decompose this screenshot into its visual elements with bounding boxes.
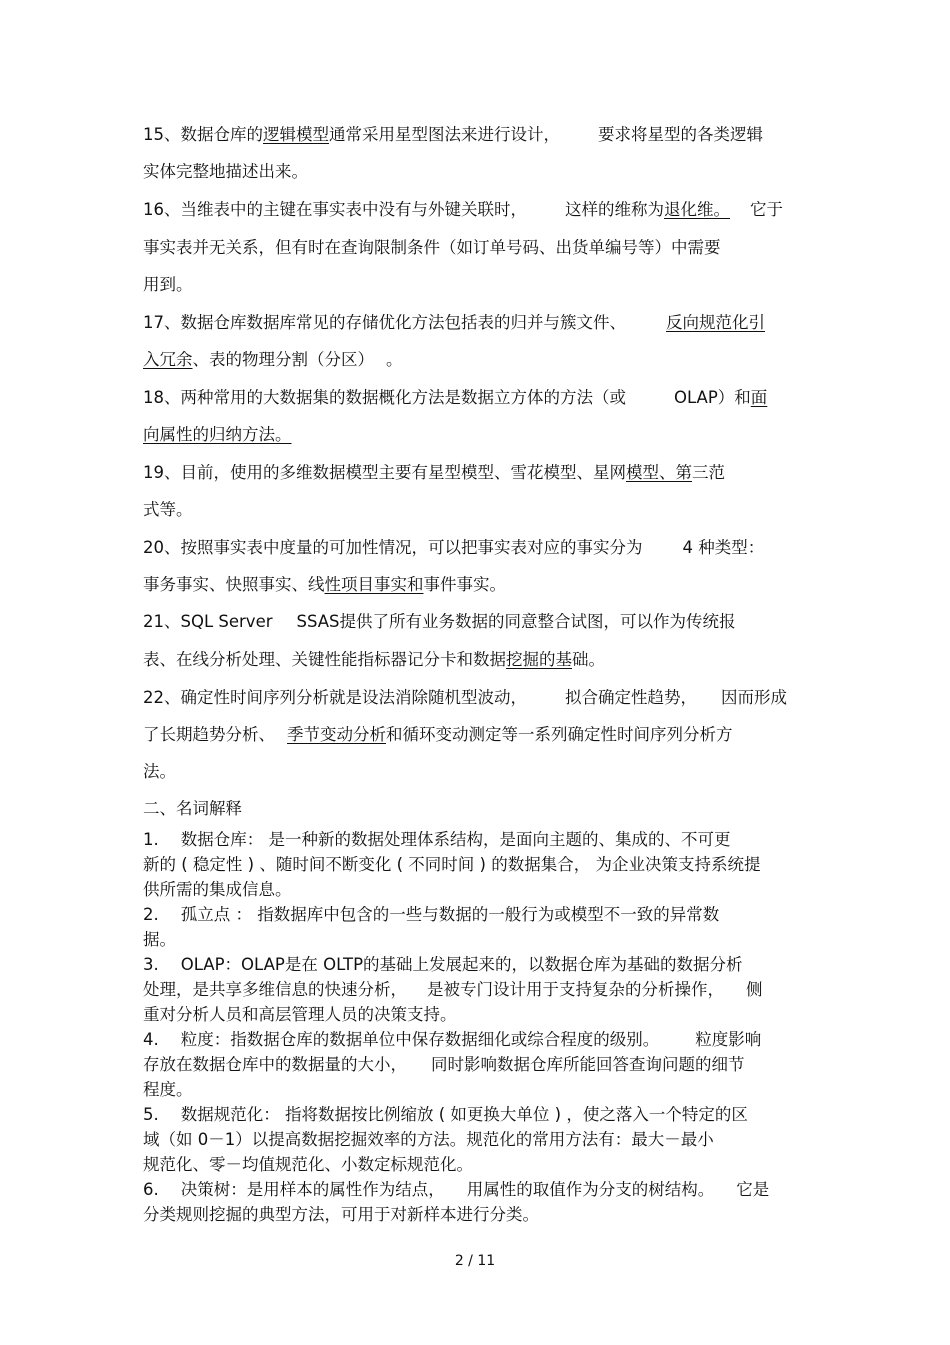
text-run: SSAS提供了所有业务数据的同意整合试图，可以作为传统报 xyxy=(296,612,736,631)
text-run: 事实表并无关系，但有时在查询限制条件（如订单号码、出货单编号等）中需要 xyxy=(143,238,721,257)
text-line xyxy=(143,762,176,782)
text-line xyxy=(143,855,760,875)
answer-underlined: 季节变动分析 xyxy=(287,725,386,744)
text-run: 同时影响数据仓库所能回答查询问题的细节 xyxy=(431,1055,745,1074)
text-run: 、表的物理分割（分区） xyxy=(192,350,374,369)
text-run: 处理，是共享多维信息的快速分析， xyxy=(143,980,407,999)
text-line xyxy=(143,1080,193,1100)
section-heading: 二、名词解释 xyxy=(143,799,242,818)
text-line xyxy=(143,1105,748,1125)
text-line xyxy=(143,1205,539,1225)
text-run: 表、在线分析处理、关键性能指标器记分卡和数据 xyxy=(143,650,506,669)
text-line xyxy=(143,955,743,975)
text-line xyxy=(143,425,292,445)
text-line xyxy=(143,463,725,483)
text-run: 它于 xyxy=(750,200,783,219)
answer-underlined: 向属性的归纳方法。 xyxy=(143,425,292,444)
text-run: 1. xyxy=(143,830,159,849)
text-run: 4. xyxy=(143,1030,159,1049)
text-line xyxy=(143,313,765,333)
text-line xyxy=(143,538,764,558)
text-run: 础。 xyxy=(572,650,605,669)
text-line xyxy=(143,275,193,295)
text-run: 通常采用星型图法来进行设计， xyxy=(329,125,560,144)
answer-underlined: 模型、第 xyxy=(626,463,692,482)
page-number: 2 / 11 xyxy=(454,1253,496,1269)
text-line xyxy=(143,1155,473,1175)
text-run: 18、两种常用的大数据集的数据概化方法是数据立方体的方法（或 xyxy=(143,388,626,407)
text-run: 事务事实、快照事实、线 xyxy=(143,575,325,594)
text-run: 孤立点 ： 指数据库中包含的一些与数据的一般行为或模型不一致的异常数 xyxy=(180,905,720,924)
text-line xyxy=(143,1005,457,1025)
text-run: 用属性的取值作为分支的树结构。 xyxy=(466,1180,715,1199)
answer-underlined: 入冗余 xyxy=(143,350,193,369)
text-line xyxy=(143,125,763,145)
answer-underlined: 反向规范化引 xyxy=(666,313,765,332)
text-run: 粒度：指数据仓库的数据单位中保存数据细化或综合程度的级别。 xyxy=(180,1030,660,1049)
text-line xyxy=(143,388,767,408)
text-run: 22、确定性时间序列分析就是设法消除随机型波动， xyxy=(143,688,527,707)
text-line xyxy=(143,830,731,850)
text-run: 三范 xyxy=(692,463,725,482)
text-run: 6. xyxy=(143,1180,159,1199)
answer-underlined: 面 xyxy=(750,388,768,407)
text-line xyxy=(143,575,506,595)
text-run: 事件事实。 xyxy=(423,575,506,594)
text-run: 要求将星型的各类逻辑 xyxy=(598,125,763,144)
text-line xyxy=(143,905,719,925)
text-run: 粒度影响 xyxy=(695,1030,762,1049)
text-run: 规范化、零－均值规范化、小数定标规范化。 xyxy=(143,1155,473,1174)
text-run: 。 xyxy=(386,350,403,369)
text-line xyxy=(143,688,787,708)
text-run: 3. xyxy=(143,955,159,974)
text-run: 因而形成 xyxy=(721,688,787,707)
text-line xyxy=(143,162,308,182)
answer-underlined: 逻辑模型 xyxy=(263,125,329,144)
answer-underlined: 性项目事实和 xyxy=(324,575,424,594)
text-run: 重对分析人员和高层管理人员的决策支持。 xyxy=(143,1005,457,1024)
text-run: 侧 xyxy=(746,980,763,999)
text-run: 式等。 xyxy=(143,500,193,519)
answer-underlined: 退化维。 xyxy=(664,200,730,219)
text-run: 和循环变动测定等一系列确定性时间序列分析方 xyxy=(386,725,733,744)
text-run: 分类规则挖掘的典型方法，可用于对新样本进行分类。 xyxy=(143,1205,539,1224)
text-line xyxy=(143,980,763,1000)
text-line xyxy=(143,612,736,632)
text-run: 域（如 0－1）以提高数据挖掘效率的方法。规范化的常用方法有：最大－最小 xyxy=(143,1130,714,1149)
text-run: 15、数据仓库的 xyxy=(143,125,263,144)
text-line xyxy=(143,650,605,670)
text-run: 16、当维表中的主键在事实表中没有与外键关联时， xyxy=(143,200,527,219)
text-line xyxy=(143,500,193,520)
text-run: 用到。 xyxy=(143,275,193,294)
text-line xyxy=(143,1130,714,1150)
text-line xyxy=(143,725,733,745)
text-run: 21、SQL Server xyxy=(143,612,273,631)
text-line xyxy=(143,880,292,900)
text-line xyxy=(143,350,403,370)
text-run: 法。 xyxy=(143,762,176,781)
text-line xyxy=(143,1180,769,1200)
text-run: 数据规范化： 指将数据按比例缩放 ( 如更换大单位 ) ，使之落入一个特定的区 xyxy=(180,1105,748,1124)
text-run: 这样的维称为 xyxy=(565,200,664,219)
text-run: 2. xyxy=(143,905,159,924)
text-run: OLAP）和 xyxy=(674,388,751,407)
text-run: 数据仓库： 是一种新的数据处理体系结构，是面向主题的、集成的、不可更 xyxy=(180,830,731,849)
text-run: 据。 xyxy=(143,930,176,949)
text-run: 拟合确定性趋势， xyxy=(565,688,697,707)
text-run: 决策树：是用样本的属性作为结点， xyxy=(180,1180,445,1199)
text-line xyxy=(143,1055,745,1075)
text-run: 5. xyxy=(143,1105,159,1124)
text-run: 是被专门设计用于支持复杂的分析操作， xyxy=(427,980,724,999)
text-run: 17、数据仓库数据库常见的存储优化方法包括表的归并与簇文件、 xyxy=(143,313,626,332)
text-line xyxy=(143,200,783,220)
text-run: OLAP：OLAP是在 OLTP的基础上发展起来的，以数据仓库为基础的数据分析 xyxy=(180,955,743,974)
text-run: 程度。 xyxy=(143,1080,193,1099)
text-run: 实体完整地描述出来。 xyxy=(143,162,308,181)
text-run: 供所需的集成信息。 xyxy=(143,880,292,899)
answer-underlined: 挖掘的基 xyxy=(506,650,572,669)
text-run: 了长期趋势分析、 xyxy=(143,725,275,744)
text-line xyxy=(143,238,721,258)
text-run: 存放在数据仓库中的数据量的大小， xyxy=(143,1055,407,1074)
text-line xyxy=(143,1030,761,1050)
text-run: 新的 ( 稳定性 ) 、随时间不断变化 ( 不同时间 ) 的数据集合， 为企业决策支持系统提 xyxy=(143,855,761,874)
text-run: 它是 xyxy=(736,1180,770,1199)
text-run: 4 种类型： xyxy=(682,538,765,557)
text-line xyxy=(143,930,176,950)
text-run: 20、按照事实表中度量的可加性情况，可以把事实表对应的事实分为 xyxy=(143,538,643,557)
text-run: 19、目前，使用的多维数据模型主要有星型模型、雪花模型、星网 xyxy=(143,463,626,482)
